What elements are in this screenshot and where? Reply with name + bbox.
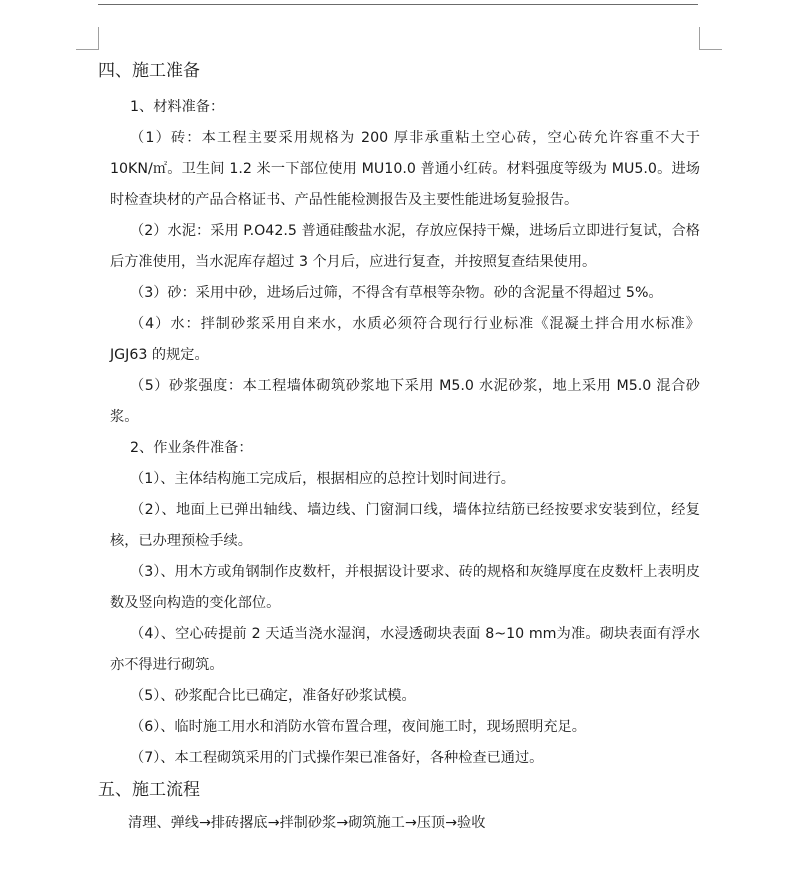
margin-corner-mark-left [76,27,99,50]
subsection-title-conditions: 2、作业条件准备： [130,440,253,456]
section-heading-preparation: 四、施工准备 [98,61,200,81]
material-item-cement: （2）水泥：采用 P.O42.5 普通硅酸盐水泥，存放应保持干燥，进场后立即进行复试，合格后方准使用，当水泥库存超过 3 个月后，应进行复查，并按照复查结果使用。 [110,223,700,270]
condition-item-6: （6）、临时施工用水和消防水管布置合理，夜间施工时，现场照明充足。 [130,719,586,735]
section-heading-process: 五、施工流程 [98,780,200,800]
condition-item-7: （7）、本工程砌筑采用的门式操作架已准备好，各种检查已通过。 [130,750,544,766]
condition-item-1: （1）、主体结构施工完成后，根据相应的总控计划时间进行。 [130,471,515,487]
subsection-title-materials: 1、材料准备： [130,99,225,115]
material-item-brick: （1）砖：本工程主要采用规格为 200 厚非承重粘土空心砖，空心砖允许容重不大于 10KN/㎡。卫生间 1.2 米一下部位使用 MU10.0 普通小红砖。材料强度等级为 MU5.0。进场时检查块材的产品合格证书、产品性能检测报告及主要性能进场复验报告。 [110,130,700,208]
process-flow-line: 清理、弹线→排砖撂底→拌制砂浆→砌筑施工→压顶→验收 [128,815,486,831]
material-item-mortar-strength: （5）砂浆强度：本工程墙体砌筑砂浆地下采用 M5.0 水泥砂浆，地上采用 M5.0 混合砂浆。 [110,378,700,425]
document-body [98,57,700,839]
material-item-water: （4）水：拌制砂浆采用自来水，水质必须符合现行行业标准《混凝土拌合用水标准》JGJ63 的规定。 [110,316,700,363]
condition-item-2: （2）、地面上已弹出轴线、墙边线、门窗洞口线，墙体拉结筋已经按要求安装到位，经复核，已办理预检手续。 [110,502,700,549]
header-rule [98,4,698,5]
condition-item-3: （3）、用木方或角钢制作皮数杆，并根据设计要求、砖的规格和灰缝厚度在皮数杆上表明皮数及竖向构造的变化部位。 [110,564,700,611]
condition-item-4: （4）、空心砖提前 2 天适当浇水湿润，水浸透砌块表面 8~10 mm为准。砌块表面有浮水亦不得进行砌筑。 [110,626,700,673]
condition-item-5: （5）、砂浆配合比已确定，准备好砂浆试模。 [130,688,416,704]
margin-corner-mark-right [699,27,722,50]
material-item-sand: （3）砂：采用中砂，进场后过筛，不得含有草根等杂物。砂的含泥量不得超过 5%。 [130,285,663,301]
